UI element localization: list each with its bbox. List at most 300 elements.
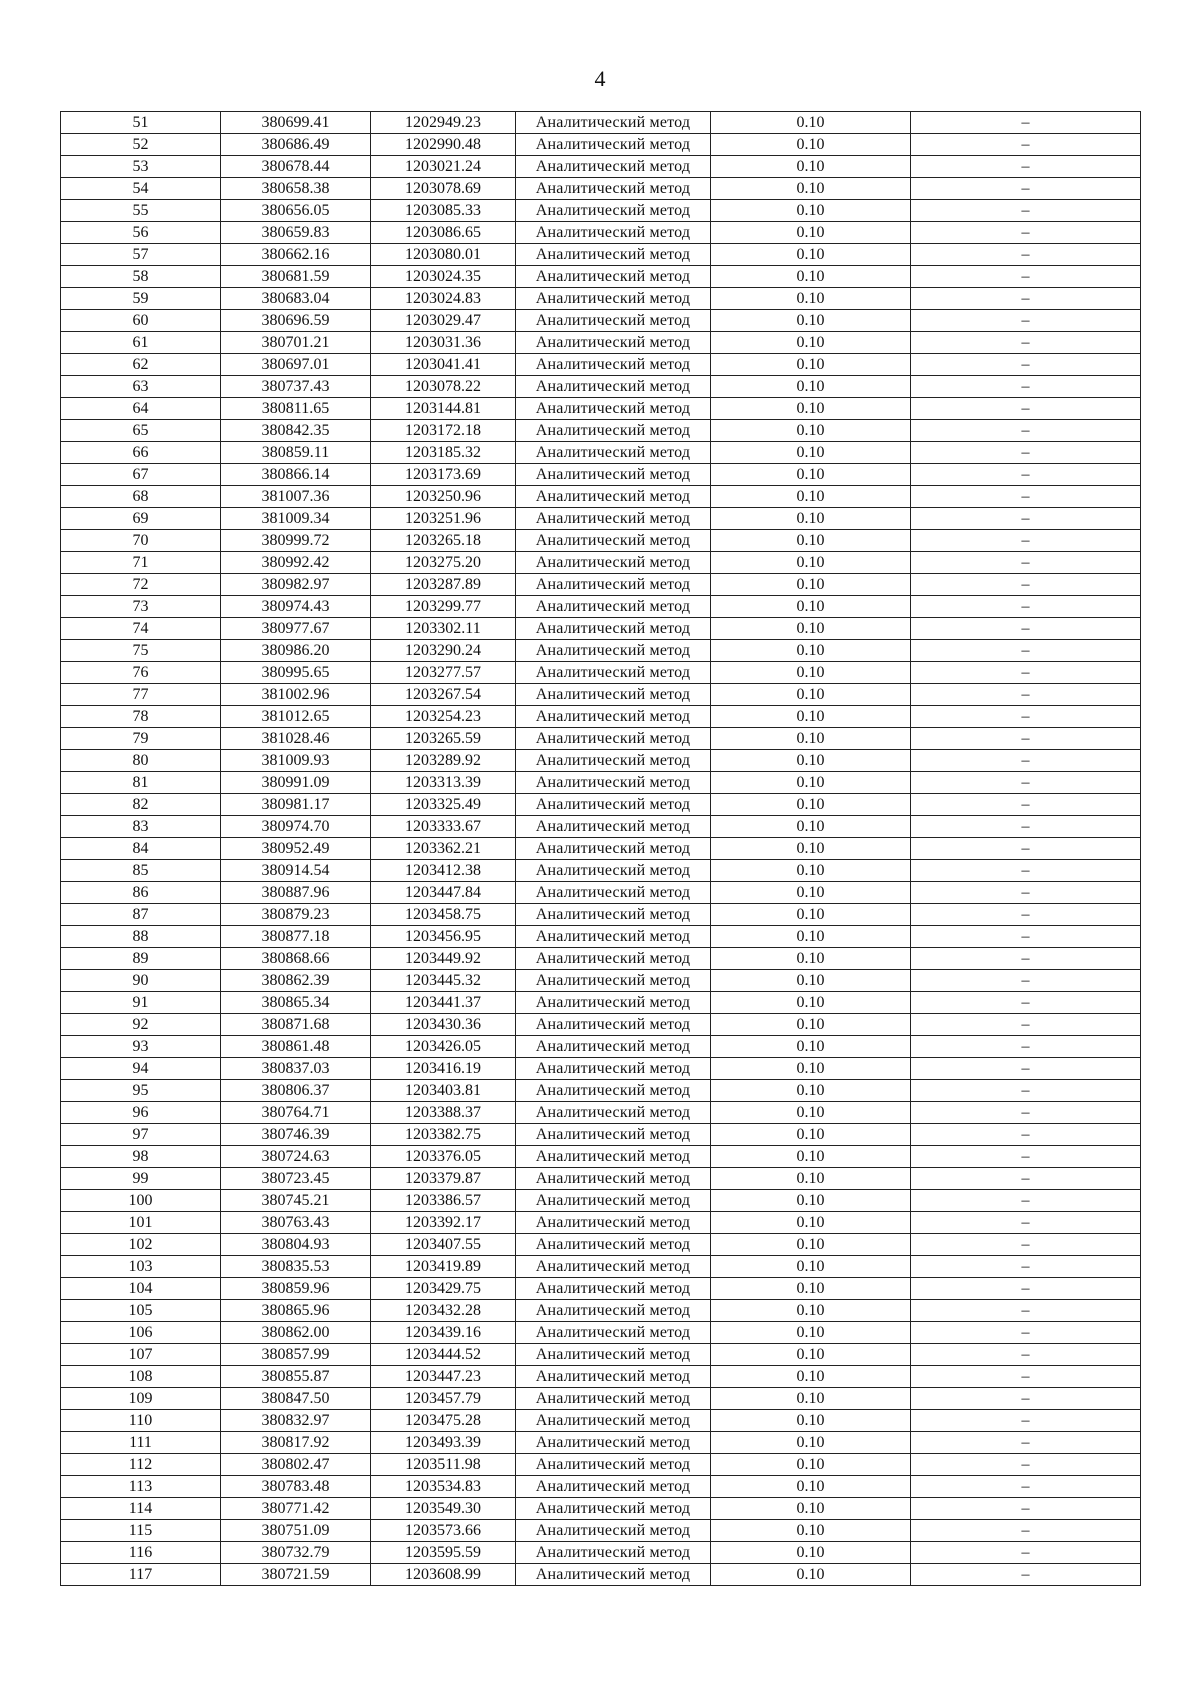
accuracy-cell: 0.10 — [711, 156, 911, 178]
description-cell: – — [911, 354, 1141, 376]
x-coordinate-cell: 380683.04 — [221, 288, 371, 310]
x-coordinate-cell: 380771.42 — [221, 1498, 371, 1520]
description-cell: – — [911, 1300, 1141, 1322]
accuracy-cell: 0.10 — [711, 728, 911, 750]
point-number-cell: 101 — [61, 1212, 221, 1234]
method-cell: Аналитический метод — [516, 948, 711, 970]
accuracy-cell: 0.10 — [711, 662, 911, 684]
method-cell: Аналитический метод — [516, 1234, 711, 1256]
y-coordinate-cell: 1203275.20 — [371, 552, 516, 574]
accuracy-cell: 0.10 — [711, 1190, 911, 1212]
x-coordinate-cell: 380802.47 — [221, 1454, 371, 1476]
point-number-cell: 84 — [61, 838, 221, 860]
y-coordinate-cell: 1203362.21 — [371, 838, 516, 860]
y-coordinate-cell: 1203379.87 — [371, 1168, 516, 1190]
point-number-cell: 55 — [61, 200, 221, 222]
table-row — [61, 112, 1141, 134]
point-number-cell: 99 — [61, 1168, 221, 1190]
table-row — [61, 552, 1141, 574]
method-cell: Аналитический метод — [516, 574, 711, 596]
method-cell: Аналитический метод — [516, 596, 711, 618]
table-row — [61, 618, 1141, 640]
accuracy-cell: 0.10 — [711, 992, 911, 1014]
point-number-cell: 82 — [61, 794, 221, 816]
point-number-cell: 87 — [61, 904, 221, 926]
point-number-cell: 85 — [61, 860, 221, 882]
table-row — [61, 442, 1141, 464]
method-cell: Аналитический метод — [516, 1168, 711, 1190]
description-cell: – — [911, 882, 1141, 904]
x-coordinate-cell: 380862.00 — [221, 1322, 371, 1344]
point-number-cell: 106 — [61, 1322, 221, 1344]
point-number-cell: 90 — [61, 970, 221, 992]
accuracy-cell: 0.10 — [711, 618, 911, 640]
point-number-cell: 97 — [61, 1124, 221, 1146]
method-cell: Аналитический метод — [516, 1300, 711, 1322]
x-coordinate-cell: 380986.20 — [221, 640, 371, 662]
description-cell: – — [911, 1322, 1141, 1344]
accuracy-cell: 0.10 — [711, 596, 911, 618]
method-cell: Аналитический метод — [516, 222, 711, 244]
table-row — [61, 1234, 1141, 1256]
point-number-cell: 105 — [61, 1300, 221, 1322]
method-cell: Аналитический метод — [516, 310, 711, 332]
y-coordinate-cell: 1203250.96 — [371, 486, 516, 508]
description-cell: – — [911, 1234, 1141, 1256]
x-coordinate-cell: 380879.23 — [221, 904, 371, 926]
x-coordinate-cell: 380991.09 — [221, 772, 371, 794]
y-coordinate-cell: 1203456.95 — [371, 926, 516, 948]
description-cell: – — [911, 134, 1141, 156]
point-number-cell: 62 — [61, 354, 221, 376]
table-row — [61, 662, 1141, 684]
x-coordinate-cell: 380832.97 — [221, 1410, 371, 1432]
description-cell: – — [911, 1498, 1141, 1520]
point-number-cell: 51 — [61, 112, 221, 134]
table-row — [61, 1080, 1141, 1102]
table-row — [61, 1190, 1141, 1212]
y-coordinate-cell: 1203445.32 — [371, 970, 516, 992]
description-cell: – — [911, 420, 1141, 442]
y-coordinate-cell: 1203376.05 — [371, 1146, 516, 1168]
y-coordinate-cell: 1203041.41 — [371, 354, 516, 376]
y-coordinate-cell: 1203426.05 — [371, 1036, 516, 1058]
table-row — [61, 1278, 1141, 1300]
description-cell: – — [911, 816, 1141, 838]
accuracy-cell: 0.10 — [711, 1102, 911, 1124]
description-cell: – — [911, 1542, 1141, 1564]
point-number-cell: 98 — [61, 1146, 221, 1168]
table-row — [61, 596, 1141, 618]
table-row — [61, 1564, 1141, 1586]
x-coordinate-cell: 380862.39 — [221, 970, 371, 992]
accuracy-cell: 0.10 — [711, 1432, 911, 1454]
description-cell: – — [911, 1256, 1141, 1278]
y-coordinate-cell: 1203173.69 — [371, 464, 516, 486]
y-coordinate-cell: 1203382.75 — [371, 1124, 516, 1146]
x-coordinate-cell: 380723.45 — [221, 1168, 371, 1190]
accuracy-cell: 0.10 — [711, 882, 911, 904]
x-coordinate-cell: 380847.50 — [221, 1388, 371, 1410]
accuracy-cell: 0.10 — [711, 134, 911, 156]
method-cell: Аналитический метод — [516, 860, 711, 882]
x-coordinate-cell: 381009.34 — [221, 508, 371, 530]
y-coordinate-cell: 1203265.18 — [371, 530, 516, 552]
y-coordinate-cell: 1203078.69 — [371, 178, 516, 200]
x-coordinate-cell: 380857.99 — [221, 1344, 371, 1366]
table-row — [61, 288, 1141, 310]
x-coordinate-cell: 380811.65 — [221, 398, 371, 420]
y-coordinate-cell: 1203388.37 — [371, 1102, 516, 1124]
x-coordinate-cell: 380751.09 — [221, 1520, 371, 1542]
description-cell: – — [911, 1564, 1141, 1586]
x-coordinate-cell: 380871.68 — [221, 1014, 371, 1036]
description-cell: – — [911, 266, 1141, 288]
point-number-cell: 78 — [61, 706, 221, 728]
point-number-cell: 70 — [61, 530, 221, 552]
description-cell: – — [911, 772, 1141, 794]
table-row — [61, 1212, 1141, 1234]
x-coordinate-cell: 381007.36 — [221, 486, 371, 508]
point-number-cell: 63 — [61, 376, 221, 398]
method-cell: Аналитический метод — [516, 816, 711, 838]
y-coordinate-cell: 1203447.23 — [371, 1366, 516, 1388]
table-row — [61, 1014, 1141, 1036]
x-coordinate-cell: 380817.92 — [221, 1432, 371, 1454]
accuracy-cell: 0.10 — [711, 1278, 911, 1300]
table-row — [61, 398, 1141, 420]
point-number-cell: 69 — [61, 508, 221, 530]
y-coordinate-cell: 1203392.17 — [371, 1212, 516, 1234]
method-cell: Аналитический метод — [516, 1322, 711, 1344]
x-coordinate-cell: 380974.43 — [221, 596, 371, 618]
method-cell: Аналитический метод — [516, 1102, 711, 1124]
y-coordinate-cell: 1203608.99 — [371, 1564, 516, 1586]
accuracy-cell: 0.10 — [711, 288, 911, 310]
accuracy-cell: 0.10 — [711, 1388, 911, 1410]
y-coordinate-cell: 1203439.16 — [371, 1322, 516, 1344]
description-cell: – — [911, 1036, 1141, 1058]
accuracy-cell: 0.10 — [711, 1410, 911, 1432]
table-row — [61, 222, 1141, 244]
x-coordinate-cell: 380859.11 — [221, 442, 371, 464]
description-cell: – — [911, 574, 1141, 596]
table-row — [61, 156, 1141, 178]
description-cell: – — [911, 1476, 1141, 1498]
accuracy-cell: 0.10 — [711, 1344, 911, 1366]
method-cell: Аналитический метод — [516, 1146, 711, 1168]
method-cell: Аналитический метод — [516, 1058, 711, 1080]
accuracy-cell: 0.10 — [711, 1146, 911, 1168]
method-cell: Аналитический метод — [516, 1410, 711, 1432]
y-coordinate-cell: 1203458.75 — [371, 904, 516, 926]
point-number-cell: 89 — [61, 948, 221, 970]
x-coordinate-cell: 380721.59 — [221, 1564, 371, 1586]
y-coordinate-cell: 1203172.18 — [371, 420, 516, 442]
accuracy-cell: 0.10 — [711, 1124, 911, 1146]
table-row — [61, 1476, 1141, 1498]
point-number-cell: 108 — [61, 1366, 221, 1388]
table-body — [61, 112, 1141, 1586]
x-coordinate-cell: 380999.72 — [221, 530, 371, 552]
x-coordinate-cell: 380865.96 — [221, 1300, 371, 1322]
point-number-cell: 86 — [61, 882, 221, 904]
x-coordinate-cell: 380981.17 — [221, 794, 371, 816]
table-row — [61, 882, 1141, 904]
description-cell: – — [911, 926, 1141, 948]
method-cell: Аналитический метод — [516, 1190, 711, 1212]
point-number-cell: 54 — [61, 178, 221, 200]
x-coordinate-cell: 380659.83 — [221, 222, 371, 244]
table-row — [61, 904, 1141, 926]
description-cell: – — [911, 1388, 1141, 1410]
method-cell: Аналитический метод — [516, 772, 711, 794]
y-coordinate-cell: 1203444.52 — [371, 1344, 516, 1366]
description-cell: – — [911, 1124, 1141, 1146]
y-coordinate-cell: 1202949.23 — [371, 112, 516, 134]
method-cell: Аналитический метод — [516, 1278, 711, 1300]
accuracy-cell: 0.10 — [711, 222, 911, 244]
accuracy-cell: 0.10 — [711, 376, 911, 398]
description-cell: – — [911, 728, 1141, 750]
y-coordinate-cell: 1203144.81 — [371, 398, 516, 420]
accuracy-cell: 0.10 — [711, 1476, 911, 1498]
table-row — [61, 948, 1141, 970]
x-coordinate-cell: 380861.48 — [221, 1036, 371, 1058]
x-coordinate-cell: 380764.71 — [221, 1102, 371, 1124]
description-cell: – — [911, 398, 1141, 420]
table-row — [61, 1300, 1141, 1322]
method-cell: Аналитический метод — [516, 134, 711, 156]
accuracy-cell: 0.10 — [711, 1080, 911, 1102]
x-coordinate-cell: 380678.44 — [221, 156, 371, 178]
x-coordinate-cell: 380737.43 — [221, 376, 371, 398]
point-number-cell: 83 — [61, 816, 221, 838]
table-row — [61, 376, 1141, 398]
description-cell: – — [911, 1102, 1141, 1124]
table-row — [61, 420, 1141, 442]
y-coordinate-cell: 1203412.38 — [371, 860, 516, 882]
y-coordinate-cell: 1203021.24 — [371, 156, 516, 178]
y-coordinate-cell: 1203457.79 — [371, 1388, 516, 1410]
y-coordinate-cell: 1203534.83 — [371, 1476, 516, 1498]
description-cell: – — [911, 596, 1141, 618]
point-number-cell: 68 — [61, 486, 221, 508]
y-coordinate-cell: 1203419.89 — [371, 1256, 516, 1278]
point-number-cell: 91 — [61, 992, 221, 1014]
description-cell: – — [911, 662, 1141, 684]
method-cell: Аналитический метод — [516, 640, 711, 662]
table-row — [61, 640, 1141, 662]
x-coordinate-cell: 380868.66 — [221, 948, 371, 970]
x-coordinate-cell: 380745.21 — [221, 1190, 371, 1212]
method-cell: Аналитический метод — [516, 706, 711, 728]
method-cell: Аналитический метод — [516, 1564, 711, 1586]
accuracy-cell: 0.10 — [711, 266, 911, 288]
y-coordinate-cell: 1203333.67 — [371, 816, 516, 838]
method-cell: Аналитический метод — [516, 1388, 711, 1410]
point-number-cell: 66 — [61, 442, 221, 464]
description-cell: – — [911, 992, 1141, 1014]
point-number-cell: 115 — [61, 1520, 221, 1542]
description-cell: – — [911, 1058, 1141, 1080]
y-coordinate-cell: 1203080.01 — [371, 244, 516, 266]
description-cell: – — [911, 222, 1141, 244]
y-coordinate-cell: 1203403.81 — [371, 1080, 516, 1102]
method-cell: Аналитический метод — [516, 1520, 711, 1542]
description-cell: – — [911, 706, 1141, 728]
accuracy-cell: 0.10 — [711, 1520, 911, 1542]
point-number-cell: 116 — [61, 1542, 221, 1564]
y-coordinate-cell: 1203024.83 — [371, 288, 516, 310]
x-coordinate-cell: 380835.53 — [221, 1256, 371, 1278]
y-coordinate-cell: 1203595.59 — [371, 1542, 516, 1564]
method-cell: Аналитический метод — [516, 1454, 711, 1476]
point-number-cell: 107 — [61, 1344, 221, 1366]
accuracy-cell: 0.10 — [711, 552, 911, 574]
description-cell: – — [911, 1366, 1141, 1388]
x-coordinate-cell: 380859.96 — [221, 1278, 371, 1300]
point-number-cell: 74 — [61, 618, 221, 640]
description-cell: – — [911, 1432, 1141, 1454]
y-coordinate-cell: 1203031.36 — [371, 332, 516, 354]
accuracy-cell: 0.10 — [711, 1168, 911, 1190]
accuracy-cell: 0.10 — [711, 1256, 911, 1278]
x-coordinate-cell: 380877.18 — [221, 926, 371, 948]
point-number-cell: 117 — [61, 1564, 221, 1586]
point-number-cell: 76 — [61, 662, 221, 684]
y-coordinate-cell: 1203251.96 — [371, 508, 516, 530]
method-cell: Аналитический метод — [516, 486, 711, 508]
table-row — [61, 926, 1141, 948]
table-row — [61, 1036, 1141, 1058]
description-cell: – — [911, 684, 1141, 706]
method-cell: Аналитический метод — [516, 420, 711, 442]
table-row — [61, 508, 1141, 530]
point-number-cell: 112 — [61, 1454, 221, 1476]
page-number: 4 — [594, 66, 606, 91]
description-cell: – — [911, 618, 1141, 640]
y-coordinate-cell: 1203429.75 — [371, 1278, 516, 1300]
y-coordinate-cell: 1203573.66 — [371, 1520, 516, 1542]
table-row — [61, 860, 1141, 882]
accuracy-cell: 0.10 — [711, 860, 911, 882]
table-row — [61, 794, 1141, 816]
method-cell: Аналитический метод — [516, 882, 711, 904]
description-cell: – — [911, 794, 1141, 816]
method-cell: Аналитический метод — [516, 200, 711, 222]
accuracy-cell: 0.10 — [711, 354, 911, 376]
table-row — [61, 838, 1141, 860]
description-cell: – — [911, 508, 1141, 530]
accuracy-cell: 0.10 — [711, 772, 911, 794]
point-number-cell: 81 — [61, 772, 221, 794]
table-row — [61, 200, 1141, 222]
accuracy-cell: 0.10 — [711, 112, 911, 134]
table-row — [61, 1410, 1141, 1432]
table-row — [61, 530, 1141, 552]
table-row — [61, 1520, 1141, 1542]
method-cell: Аналитический метод — [516, 112, 711, 134]
accuracy-cell: 0.10 — [711, 1058, 911, 1080]
accuracy-cell: 0.10 — [711, 574, 911, 596]
table-row — [61, 1388, 1141, 1410]
x-coordinate-cell: 380763.43 — [221, 1212, 371, 1234]
y-coordinate-cell: 1203185.32 — [371, 442, 516, 464]
method-cell: Аналитический метод — [516, 1124, 711, 1146]
method-cell: Аналитический метод — [516, 1344, 711, 1366]
method-cell: Аналитический метод — [516, 926, 711, 948]
point-number-cell: 102 — [61, 1234, 221, 1256]
accuracy-cell: 0.10 — [711, 684, 911, 706]
point-number-cell: 59 — [61, 288, 221, 310]
table-row — [61, 332, 1141, 354]
x-coordinate-cell: 380699.41 — [221, 112, 371, 134]
description-cell: – — [911, 948, 1141, 970]
y-coordinate-cell: 1203386.57 — [371, 1190, 516, 1212]
y-coordinate-cell: 1203086.65 — [371, 222, 516, 244]
y-coordinate-cell: 1203416.19 — [371, 1058, 516, 1080]
description-cell: – — [911, 1146, 1141, 1168]
coordinates-table — [60, 111, 1141, 1586]
method-cell: Аналитический метод — [516, 1036, 711, 1058]
y-coordinate-cell: 1203277.57 — [371, 662, 516, 684]
x-coordinate-cell: 380806.37 — [221, 1080, 371, 1102]
table-row — [61, 992, 1141, 1014]
table-row — [61, 970, 1141, 992]
point-number-cell: 79 — [61, 728, 221, 750]
table-row — [61, 750, 1141, 772]
table-row — [61, 728, 1141, 750]
method-cell: Аналитический метод — [516, 1256, 711, 1278]
description-cell: – — [911, 332, 1141, 354]
accuracy-cell: 0.10 — [711, 486, 911, 508]
method-cell: Аналитический метод — [516, 1498, 711, 1520]
description-cell: – — [911, 1520, 1141, 1542]
accuracy-cell: 0.10 — [711, 1234, 911, 1256]
accuracy-cell: 0.10 — [711, 244, 911, 266]
x-coordinate-cell: 380696.59 — [221, 310, 371, 332]
description-cell: – — [911, 1278, 1141, 1300]
table-row — [61, 310, 1141, 332]
point-number-cell: 94 — [61, 1058, 221, 1080]
table-row — [61, 1542, 1141, 1564]
point-number-cell: 72 — [61, 574, 221, 596]
table-row — [61, 1124, 1141, 1146]
table-row — [61, 1432, 1141, 1454]
table-row — [61, 1498, 1141, 1520]
description-cell: – — [911, 1190, 1141, 1212]
table-row — [61, 1102, 1141, 1124]
table-row — [61, 1454, 1141, 1476]
description-cell: – — [911, 970, 1141, 992]
point-number-cell: 93 — [61, 1036, 221, 1058]
method-cell: Аналитический метод — [516, 662, 711, 684]
y-coordinate-cell: 1203265.59 — [371, 728, 516, 750]
y-coordinate-cell: 1203449.92 — [371, 948, 516, 970]
accuracy-cell: 0.10 — [711, 1322, 911, 1344]
accuracy-cell: 0.10 — [711, 178, 911, 200]
accuracy-cell: 0.10 — [711, 420, 911, 442]
point-number-cell: 111 — [61, 1432, 221, 1454]
table-row — [61, 354, 1141, 376]
method-cell: Аналитический метод — [516, 838, 711, 860]
accuracy-cell: 0.10 — [711, 1498, 911, 1520]
point-number-cell: 100 — [61, 1190, 221, 1212]
point-number-cell: 92 — [61, 1014, 221, 1036]
description-cell: – — [911, 244, 1141, 266]
method-cell: Аналитический метод — [516, 266, 711, 288]
